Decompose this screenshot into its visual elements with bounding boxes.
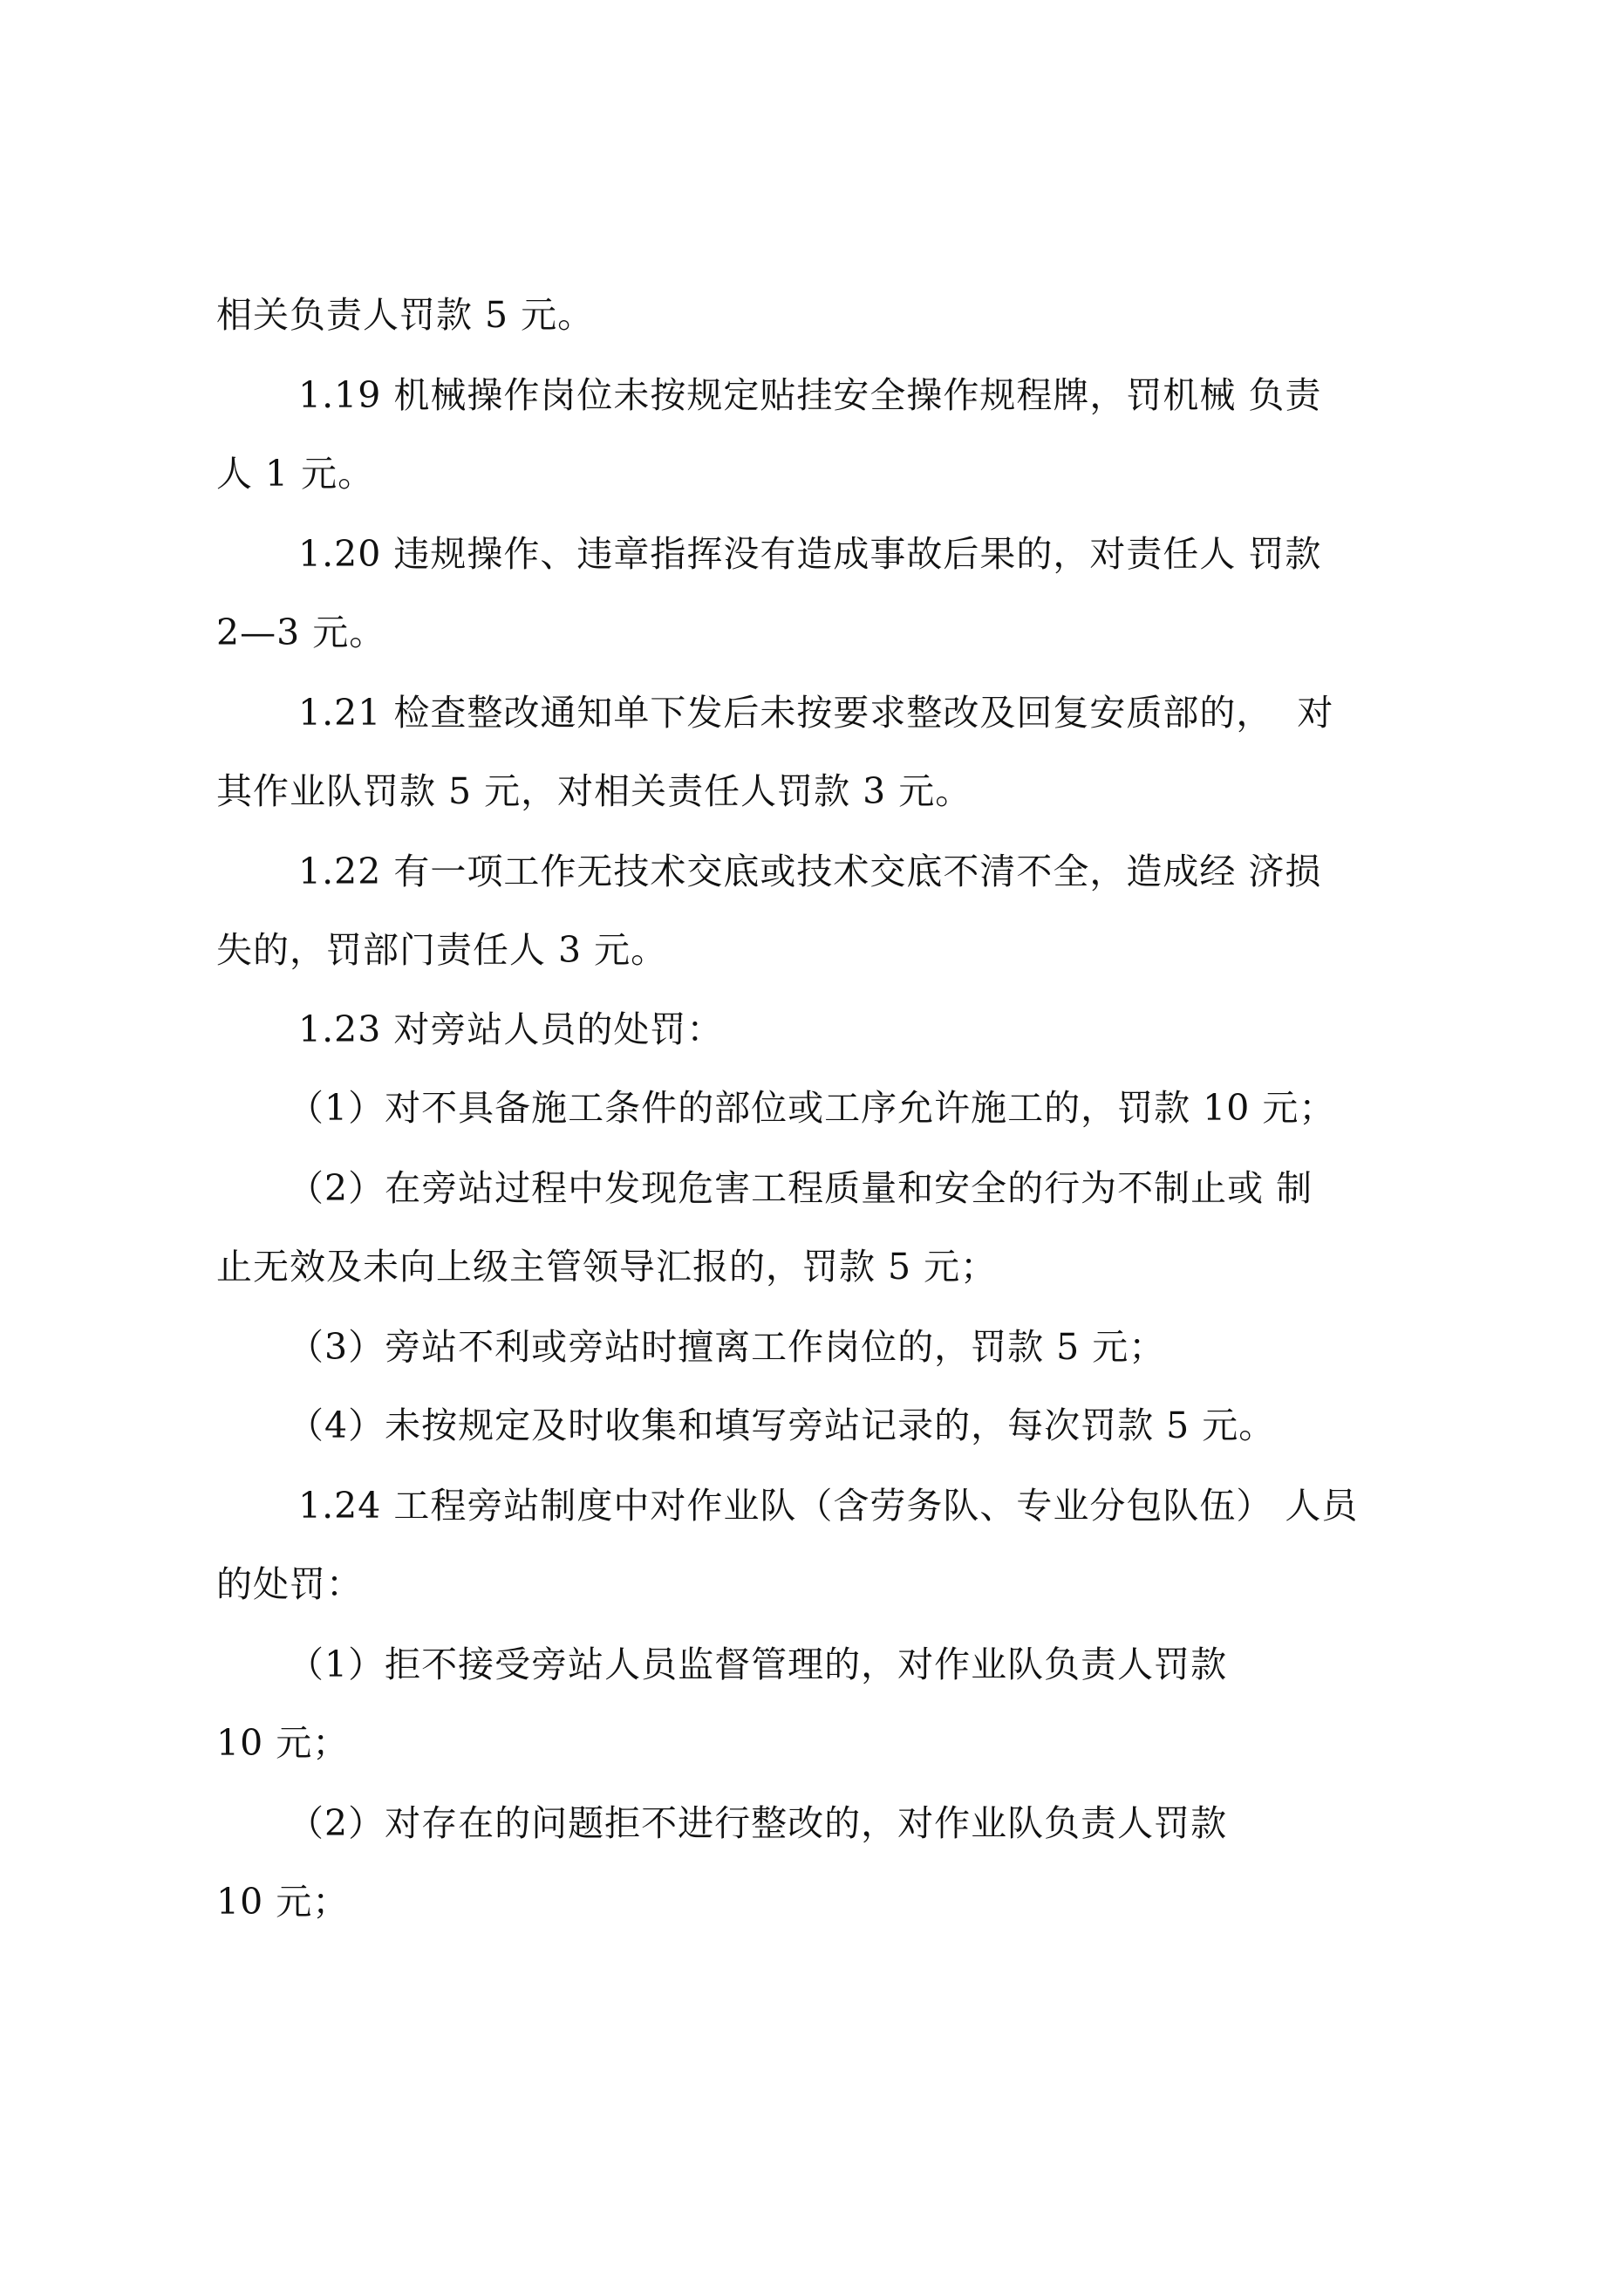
text-line: 10 元； <box>216 1881 350 1923</box>
text-line: 人 1 元。 <box>216 453 375 495</box>
text-line: （2）对存在的问题拒不进行整改的，对作业队负责人罚款 <box>288 1802 1228 1844</box>
text-line: 相关负责人罚款 5 元。 <box>216 294 595 336</box>
text-line: （2）在旁站过程中发现危害工程质量和安全的行为不制止或 制 <box>288 1167 1313 1209</box>
text-line: 1.23 对旁站人员的处罚： <box>298 1008 724 1050</box>
text-line: 1.21 检查整改通知单下发后未按要求整改及回复安质部的， 对 <box>298 692 1334 734</box>
text-line: 1.20 违规操作、违章指挥没有造成事故后果的，对责任人 罚款 <box>298 533 1322 575</box>
text-line: 10 元； <box>216 1722 350 1764</box>
text-line: 失的，罚部门责任人 3 元。 <box>216 929 668 971</box>
text-line: 1.24 工程旁站制度中对作业队（含劳务队、专业分包队伍） 人员 <box>298 1485 1359 1527</box>
text-line: （4）未按规定及时收集和填写旁站记录的，每次罚款 5 元。 <box>288 1404 1276 1446</box>
text-line: （3）旁站不利或旁站时擅离工作岗位的，罚款 5 元； <box>288 1326 1166 1368</box>
text-line: 止无效及未向上级主管领导汇报的，罚款 5 元； <box>216 1246 998 1288</box>
text-line: 其作业队罚款 5 元，对相关责任人罚款 3 元。 <box>216 770 972 812</box>
text-line: 的处罚： <box>216 1563 363 1605</box>
text-line: 1.22 有一项工作无技术交底或技术交底不清不全，造成经 济损 <box>298 851 1322 892</box>
text-line: 2—3 元。 <box>216 612 386 653</box>
text-line: 1.19 机械操作岗位未按规定贴挂安全操作规程牌，罚机械 负责 <box>298 374 1322 416</box>
text-line: （1）对不具备施工条件的部位或工序允许施工的，罚款 10 元； <box>288 1087 1336 1129</box>
text-line: （1）拒不接受旁站人员监督管理的，对作业队负责人罚款 <box>288 1643 1228 1685</box>
